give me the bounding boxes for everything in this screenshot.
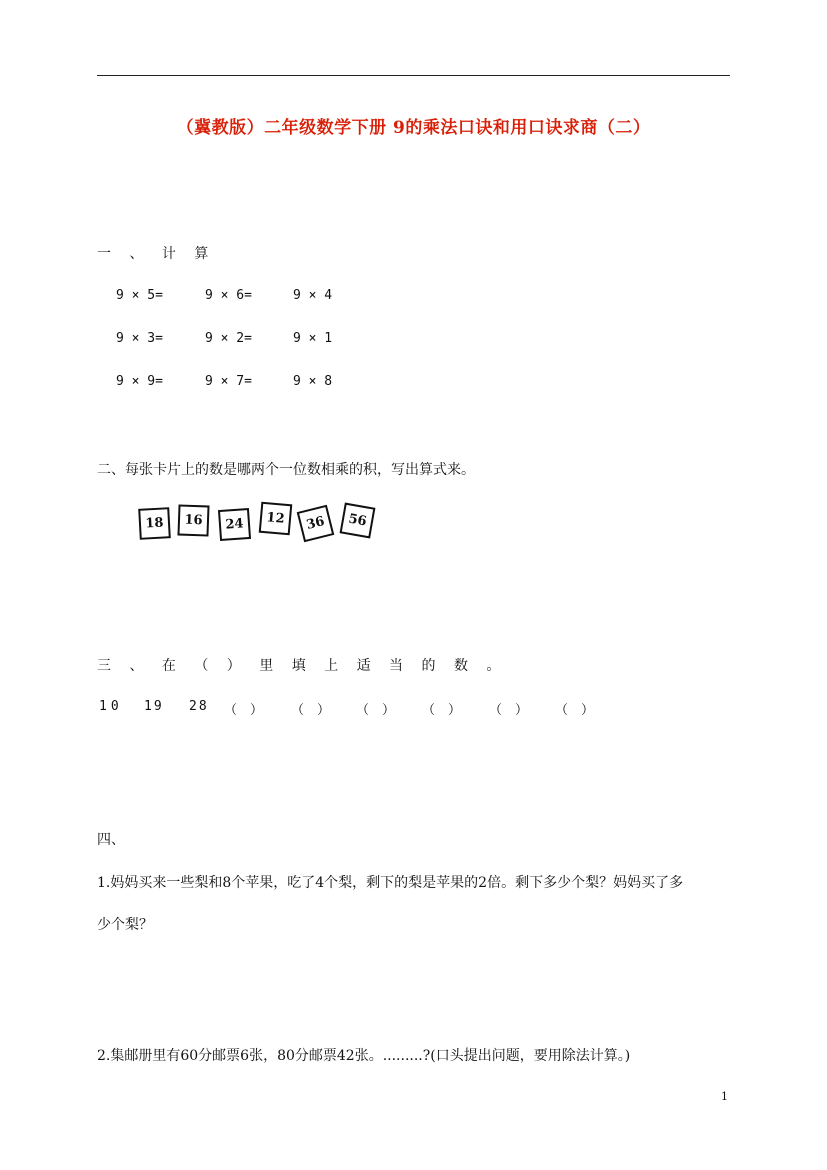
calc-item: 9 × 5= [116, 288, 163, 303]
sequence-blank: （ ） [356, 703, 396, 718]
question2: 2.集邮册里有60分邮票6张，80分邮票42张。.........?(口头提出问题，要用除法计算。) [97, 1048, 631, 1064]
sequence-blank: （ ） [555, 703, 595, 718]
header-rule [97, 75, 730, 76]
section3-heading: 三 、 在 （ ） 里 填 上 适 当 的 数 。 [97, 658, 508, 674]
calc-item: 9 × 2= [205, 331, 252, 346]
document-title: （冀教版）二年级数学下册 9的乘法口诀和用口诀求商（二） [176, 118, 651, 138]
sequence-item: 19 [144, 699, 164, 714]
question1-line1: 1.妈妈买来一些梨和8个苹果，吃了4个梨，剩下的梨是苹果的2倍。剩下多少个梨？妈妈买了多 [97, 875, 684, 891]
sequence-item: 28 [189, 699, 209, 714]
number-card: 24 [218, 508, 251, 541]
number-card: 56 [340, 503, 376, 539]
page-number: 1 [721, 1090, 728, 1103]
sequence-blank: （ ） [489, 703, 529, 718]
sequence-blank: （ ） [224, 703, 264, 718]
calc-item: 9 × 4 [293, 288, 333, 303]
section2-heading: 二、每张卡片上的数是哪两个一位数相乘的积，写出算式来。 [97, 462, 475, 478]
number-card: 18 [138, 507, 171, 540]
number-card: 36 [297, 505, 335, 543]
section1-heading: 一 、 计 算 [97, 246, 216, 262]
sequence-blank: （ ） [291, 703, 331, 718]
section4-heading: 四、 [97, 832, 125, 848]
calc-item: 9 × 6= [205, 288, 252, 303]
sequence-blank: （ ） [422, 703, 462, 718]
calc-item: 9 × 3= [116, 331, 163, 346]
calc-item: 9 × 1 [293, 331, 333, 346]
number-card: 16 [177, 504, 209, 536]
calc-item: 9 × 9= [116, 374, 163, 389]
calc-item: 9 × 7= [205, 374, 252, 389]
number-card: 12 [259, 502, 293, 536]
sequence-item: 10 [99, 699, 123, 714]
question1-line2: 少个梨？ [97, 917, 153, 933]
calc-item: 9 × 8 [293, 374, 333, 389]
